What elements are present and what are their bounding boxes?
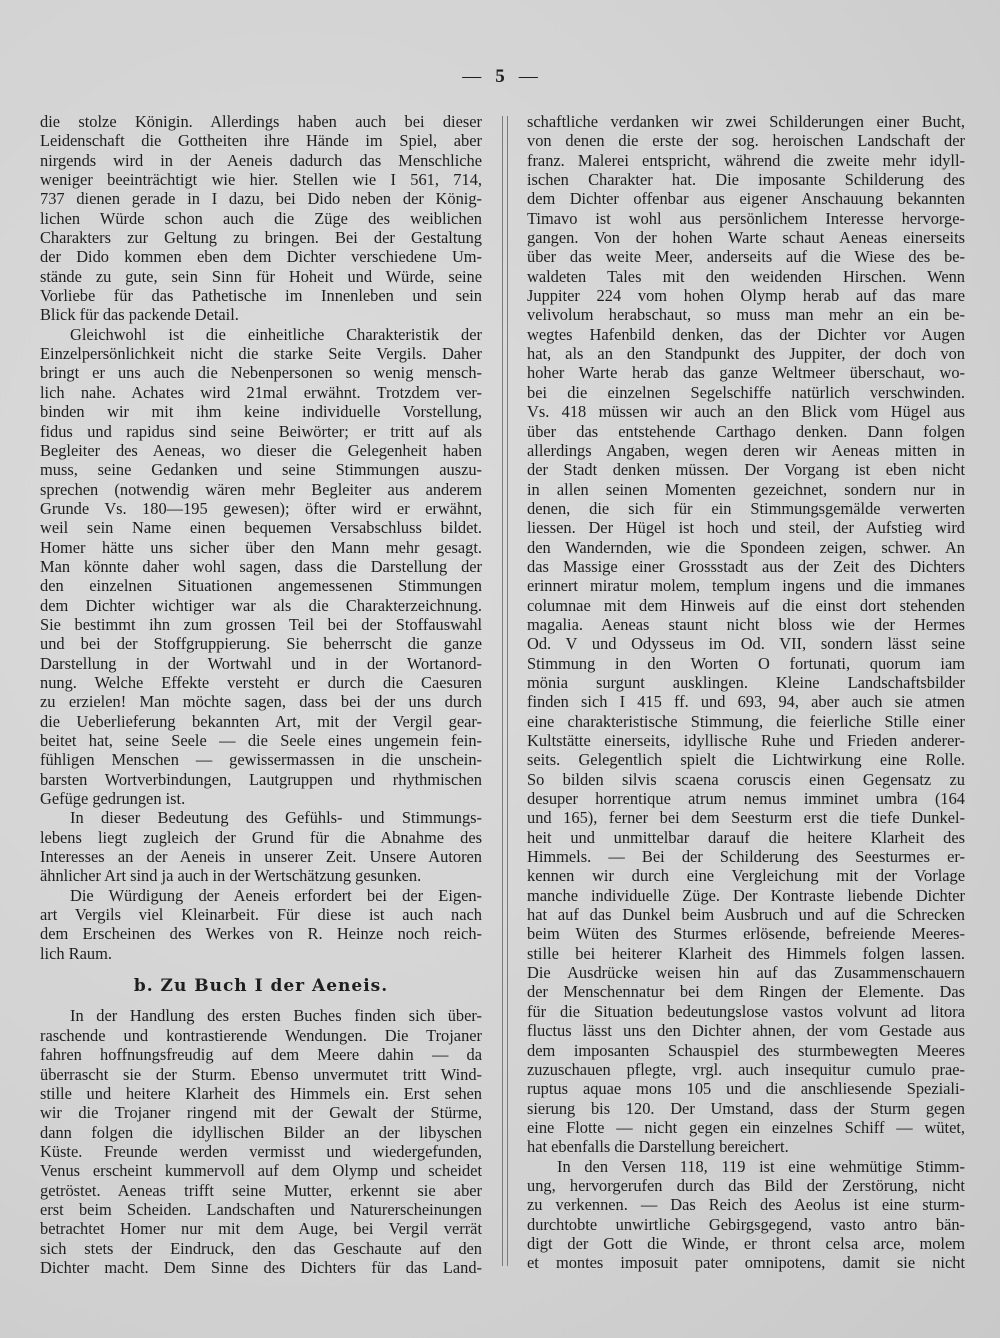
text-line: denen, die sich für ein Stimmungsgemälde verwerten — [527, 498, 965, 518]
text-line: 737 dienen gerade in I dazu, bei Dido neben der König- — [40, 189, 482, 209]
text-line: fahren hoffnungsfreudig auf dem Meere dahin — da — [40, 1045, 482, 1065]
text-line: finden sich I 415 ff. und 693, 94, aber auch sie atmen — [527, 692, 965, 712]
text-line: Venus erscheint kummervoll auf dem Olymp und scheidet — [40, 1161, 482, 1181]
text-line: lich Raum. — [40, 943, 112, 963]
left-column-section-text — [40, 1006, 482, 1277]
text-line: fidus und rapidus sind seine Beiwörter; er tritt auf als — [40, 421, 482, 441]
text-line: heit und unmittelbar darauf die heitere Klarheit des — [527, 827, 965, 847]
text-line: schaftliche verdanken wir zwei Schilderungen einer Bucht, — [527, 112, 965, 131]
text-line: eine charakteristische Stimmung, die feierliche Stille einer — [527, 711, 965, 731]
text-line: seits. Gelegentlich spielt die Lichtwirkung eine Rolle. — [527, 750, 965, 770]
text-line: fühligen Menschen — gewissermassen in die unschein- — [40, 750, 482, 770]
text-line: ung, hervorgerufen durch das Bild der Zerstörung, nicht — [527, 1175, 965, 1195]
text-line: der Stadt denken müssen. Der Vorgang ist eben nicht — [527, 460, 965, 480]
text-line: hoher Warte herab das ganze Weltmeer überschaut, wo- — [527, 363, 965, 383]
text-line: zuzuschauen pflegte, vrgl. auch insequitur cumulo prae- — [527, 1059, 965, 1079]
column-divider — [502, 116, 508, 1266]
text-line: in allen seinen Momenten gezeichnet, sondern nur in — [527, 479, 965, 499]
text-line: muss, seine Gedanken und seine Stimmungen auszu- — [40, 460, 482, 480]
text-line: In dieser Bedeutung des Gefühls- und Stimmungs- — [70, 808, 482, 828]
left-column — [40, 112, 482, 1277]
text-line: den einzelnen Situationen angemessenen Stimmungen — [40, 576, 482, 596]
text-line: manche individuelle Züge. Der Kontraste liebende Dichter — [527, 885, 965, 905]
header-dash-left: — — [462, 66, 482, 87]
text-line: Sie bestimmt ihn zum grossen Teil bei der Stoffauswahl — [40, 614, 482, 634]
text-line: barsten Wortverbindungen, Lautgruppen und rhythmischen — [40, 769, 482, 789]
text-line: zu verkennen. — Das Reich des Aeolus ist eine sturm- — [527, 1195, 965, 1215]
section-heading: b. Zu Buch I der Aeneis. — [133, 976, 389, 997]
text-line: Stimmung in den Worten O fortunati, quorum iam — [527, 653, 965, 673]
text-line: magalia. Aeneas staunt nicht bloss wie der Hermes — [527, 614, 965, 634]
text-line: dem Erscheinen des Werkes von R. Heinze noch reich- — [40, 924, 482, 944]
text-line: und bei der Stoffgruppierung. Sie beherrscht die ganze — [40, 634, 482, 654]
text-line: Charakters zur Geltung zu bringen. Bei der Gestaltung — [40, 228, 482, 248]
text-line: gangen. Von der hohen Warte schaut Aeneas einerseits — [527, 228, 965, 248]
text-line: stille bei heiterer Klarheit des Himmels folgen lassen. — [527, 943, 965, 963]
text-line: den Wandernden, wie die Spondeen zeigen, schwer. An — [527, 537, 965, 557]
text-line: von denen die erste der sog. heroischen Landschaft der — [527, 131, 965, 151]
text-line: beim Wüten des Sturmes erlösende, befreiende Meeres- — [527, 924, 965, 944]
text-line: Homer hätte uns sicher über den Mann mehr gesagt. — [40, 537, 482, 557]
text-line: raschende und kontrastierende Wendungen. Die Trojaner — [40, 1025, 482, 1045]
text-line: dann folgen die idyllischen Bilder an der libyschen — [40, 1122, 482, 1142]
text-line: Juppiter 224 vom hohen Olymp herab auf das mare — [527, 286, 965, 306]
text-line: wir die Trojaner ringend mit der Gewalt der Stürme, — [40, 1103, 482, 1123]
text-line: kennen wir durch eine Vergleichung mit der Vorlage — [527, 866, 965, 886]
text-line: stände zu gute, sein Sinn für Hoheit und Würde, seine — [40, 266, 482, 286]
text-line: lebens liegt zugleich der Grund für die Abnahme des — [40, 827, 482, 847]
text-line: ruptus aquae mons 105 und die anschliesende Speziali- — [527, 1079, 965, 1099]
text-line: durchtobte unwirtliche Gebirgsgegend, vasto antro bän- — [527, 1214, 965, 1234]
page-header — [0, 66, 1000, 88]
right-column-text-block — [527, 112, 965, 1273]
text-line: franz. Malerei entspricht, während die zweite mehr idyll- — [527, 150, 965, 170]
text-line: die Ueberlieferung bekannten Art, mit der Vergil gear- — [40, 711, 482, 731]
text-line: betrachtet Homer nur mit dem Auge, bei Vergil verrät — [40, 1219, 482, 1239]
text-line: art Vergils viel Kleinarbeit. Für diese ist auch nach — [40, 905, 482, 925]
text-line: Interesses an der Aeneis in unserer Zeit. Unsere Autoren — [40, 847, 482, 867]
text-line: weniger beeinträchtigt wie hier. Stellen wie I 561, 714, — [40, 170, 482, 190]
text-line: lichen Würde schon auch die Züge des weiblichen — [40, 208, 482, 228]
text-line: In den Versen 118, 119 ist eine wehmütige Stimm- — [557, 1156, 965, 1176]
text-line: getröstet. Aeneas trifft seine Mutter, erkennt sie aber — [40, 1180, 482, 1200]
text-line: dem imposanten Schauspiel des sturmbewegten Meeres — [527, 1040, 965, 1060]
text-line: In der Handlung des ersten Buches finden sich über- — [70, 1006, 482, 1026]
text-line: bei die einzelnen Segelschiffe natürlich verschwinden. — [527, 382, 965, 402]
text-line: nirgends wird in der Aeneis dadurch das Menschliche — [40, 150, 482, 170]
text-line: Gleichwohl ist die einheitliche Charakteristik der — [70, 324, 482, 344]
text-line: binden wir mit ihm keine individuelle Vorstellung, — [40, 402, 482, 422]
text-line: nung. Welche Effekte versteht er durch die Caesuren — [40, 672, 482, 692]
text-line: digt der Gott die Winde, er thront celsa arce, molem — [527, 1233, 965, 1253]
text-line: Timavo ist wohl aus persönlichem Interesse hervorge- — [527, 208, 965, 228]
text-line: waldeten Tales mit den weidenden Hirschen. Wenn — [527, 266, 965, 286]
text-line: der Dido kommen eben dem Dichter verschiedene Um- — [40, 247, 482, 267]
text-line: zu erzielen! Man möchte sagen, dass bei der uns durch — [40, 692, 482, 712]
text-line: bringt er uns auch die Nebenpersonen so wenig mensch- — [40, 363, 482, 383]
text-line: eine Flotte — nicht gegen ein einzelnes Schiff — wütet, — [527, 1117, 965, 1137]
text-line: sich stets der Eindruck, den das Geschaute auf den — [40, 1238, 482, 1258]
page-number: 5 — [495, 66, 505, 87]
text-line: das Massige einer Grossstadt aus der Zeit des Dichters — [527, 556, 965, 576]
text-line: Begleiter des Aeneas, wo dieser die Gelegenheit haben — [40, 440, 482, 460]
text-line: ischen Charakter hat. Die imposante Schilderung des — [527, 170, 965, 190]
left-column-text-block — [40, 112, 482, 963]
text-line: columnae mit dem Hinweis auf die einst dort stehenden — [527, 595, 965, 615]
text-line: lich nahe. Achates wird 21mal erwähnt. Trotzdem ver- — [40, 382, 482, 402]
text-line: hat auf das Dunkel beim Ausbruch und auf die Schrecken — [527, 905, 965, 925]
right-column — [527, 112, 965, 1273]
text-line: Küste. Freunde werden vermisst und wiedergefunden, — [40, 1141, 482, 1161]
text-line: allerdings Angaben, wegen deren wir Aeneas mitten in — [527, 440, 965, 460]
text-line: stille und heitere Klarheit des Himmels ein. Erst sehen — [40, 1083, 482, 1103]
text-line: Od. V und Odysseus im Od. VII, sondern lässt seine — [527, 634, 965, 654]
text-line: erinnert miratur molem, templum ingens und die immanes — [527, 576, 965, 596]
text-line: Darstellung in der Wortwahl und in der Wortanord- — [40, 653, 482, 673]
text-line: ähnlicher Art sind ja auch in der Wertschätzung gesunken. — [40, 866, 422, 886]
text-line: Gefüge gedrungen ist. — [40, 789, 186, 809]
text-line: über das weite Meer, anderseits auf die Wiese des be- — [527, 247, 965, 267]
text-line: sprechen (notwendig wären mehr Begleiter aus anderem — [40, 479, 482, 499]
text-line: und 165), ferner bei dem Seesturm erst die tiefe Dunkel- — [527, 808, 965, 828]
text-line: hat ebenfalls die Darstellung bereichert. — [527, 1137, 789, 1157]
text-line: erst beim Scheiden. Landschaften und Naturerscheinungen — [40, 1199, 482, 1219]
text-line: dem Dichter offenbar aus eigener Anschauung bekannten — [527, 189, 965, 209]
text-line: Grunde Vs. 180—195 gewesen); öfter wird er erwähnt, — [40, 498, 482, 518]
text-line: Dichter macht. Dem Sinne des Dichters für das Land- — [40, 1257, 482, 1277]
text-line: die stolze Königin. Allerdings haben auch bei dieser — [40, 112, 482, 131]
text-line: Vs. 418 müssen wir auch an den Blick vom Hügel aus — [527, 402, 965, 422]
text-line: mönia surgunt ausklingen. Kleine Landschaftsbilder — [527, 672, 965, 692]
text-line: sierung bis 120. Der Umstand, dass der Sturm gegen — [527, 1098, 965, 1118]
text-line: velivolum herabschaut, so muss man mehr an ein be- — [527, 305, 965, 325]
text-line: hat, als an den Standpunkt des Juppiter, der doch von — [527, 344, 965, 364]
text-line: Blick für das packende Detail. — [40, 305, 239, 325]
text-line: et montes imposuit pater omnipotens, damit sie nicht — [527, 1253, 965, 1273]
text-line: beitet hat, seine Seele — die Seele eines ungemein fein- — [40, 731, 482, 750]
text-line: über das entstehende Carthago denken. Dann folgen — [527, 421, 965, 441]
text-line: desuper horrentique atrum nemus imminet umbra (164 — [527, 789, 965, 809]
text-line: Die Würdigung der Aeneis erfordert bei der Eigen- — [70, 885, 482, 905]
text-line: Leidenschaft die Gottheiten ihre Hände im Spiel, aber — [40, 131, 482, 151]
header-dash-right: — — [518, 66, 538, 87]
text-line: dem Dichter wichtiger war als die Charakterzeichnung. — [40, 595, 482, 615]
text-line: Kultstätte einerseits, idyllische Ruhe und Frieden anderer- — [527, 731, 965, 750]
text-line: Vorliebe für das Pathetische im Innenleben und sein — [40, 286, 482, 306]
text-line: Man könnte daher wohl sagen, dass die Darstellung der — [40, 556, 482, 576]
text-line: Die Ausdrücke weisen hin auf das Zusammenschauern — [527, 963, 965, 983]
text-line: weil sein Name einen bequemen Versabschluss bildet. — [40, 518, 482, 538]
text-line: liessen. Der Hügel ist hoch und steil, der Aufstieg wird — [527, 518, 965, 538]
text-line: überrascht sie der Sturm. Ebenso unvermutet tritt Wind- — [40, 1064, 482, 1084]
text-line: fluctus lässt uns den Dichter ahnen, der vom Gestade aus — [527, 1021, 965, 1041]
text-line: der Menschennatur bei dem Ringen der Elemente. Das — [527, 982, 965, 1002]
text-line: So bilden silvis scaena coruscis einen Gegensatz zu — [527, 769, 965, 789]
text-line: Himmels. — Bei der Schilderung des Seesturmes er- — [527, 847, 965, 867]
text-line: für die Situation bedeutungslose vastos volvunt ad litora — [527, 1001, 965, 1021]
text-line: wegtes Hafenbild denken, das der Dichter vor Augen — [527, 324, 965, 344]
text-line: Einzelpersönlichkeit nicht die starke Seite Vergils. Daher — [40, 344, 482, 364]
